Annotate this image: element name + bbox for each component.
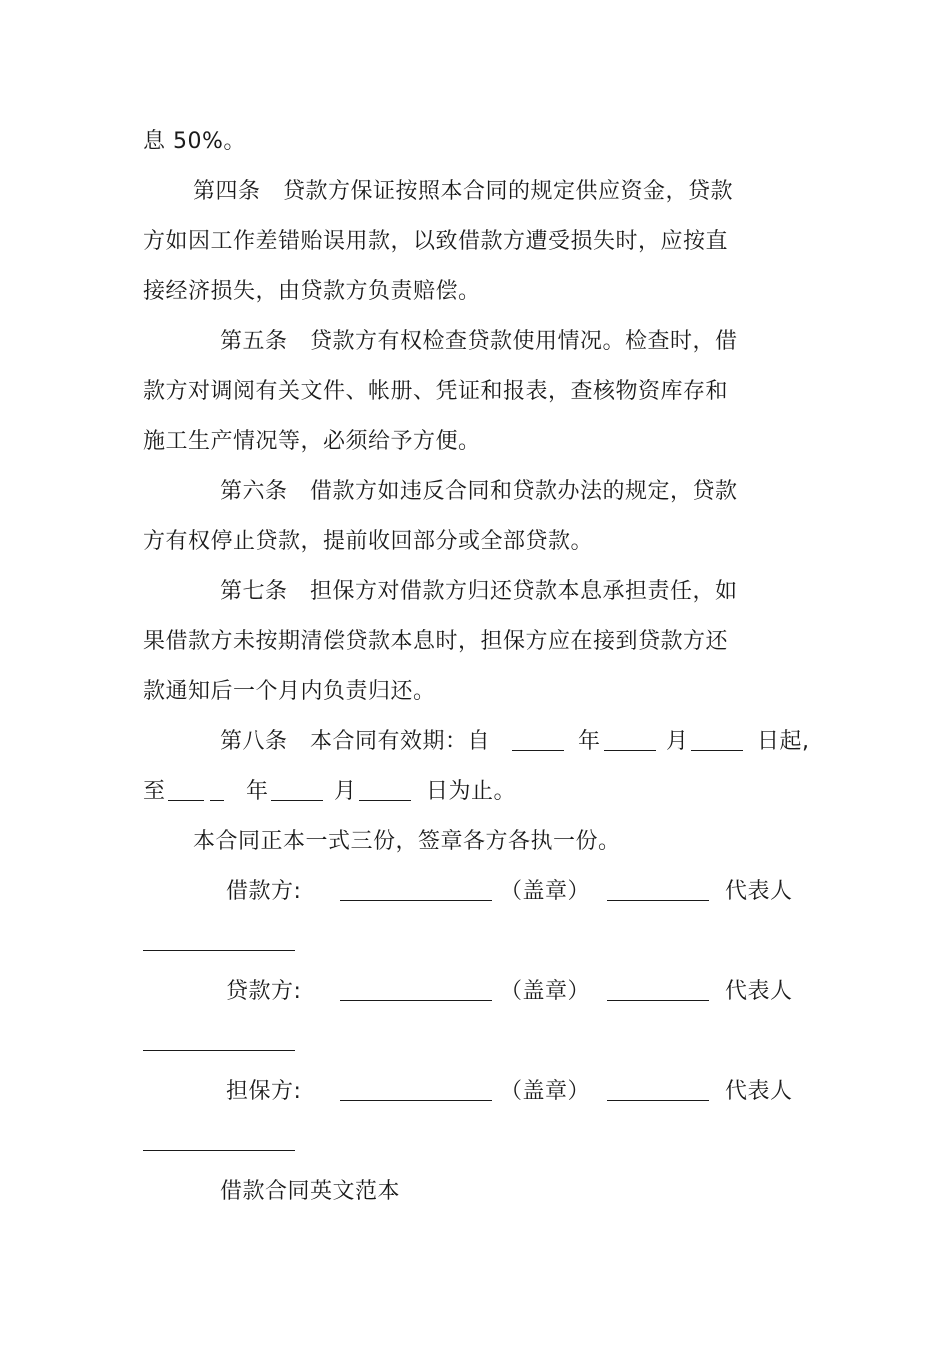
- blank-field: [271, 800, 323, 801]
- text-line: 息 50%。: [143, 129, 246, 154]
- blank-field: [691, 750, 743, 751]
- representative-blank: [143, 950, 295, 951]
- text-line: 施工生产情况等，必须给予方便。: [143, 429, 481, 454]
- blank-field: [512, 750, 564, 751]
- text-line: 第四条 贷款方保证按照本合同的规定供应资金，贷款: [193, 179, 734, 204]
- blank-field: [604, 750, 656, 751]
- text-line: 接经济损失，由贷款方负责赔偿。: [143, 279, 481, 304]
- representative-label: 代表人: [725, 879, 793, 904]
- signature-blank: [340, 1000, 492, 1001]
- blank-field: [210, 800, 224, 801]
- text-line: 第六条 借款方如违反合同和贷款办法的规定，贷款: [220, 479, 738, 504]
- blank-field: [359, 800, 411, 801]
- text-line: 果借款方未按期清偿贷款本息时，担保方应在接到贷款方还: [143, 629, 729, 654]
- day-to-label: 日为止。: [426, 779, 517, 804]
- signature-blank: [340, 900, 492, 901]
- month-label: 月: [334, 779, 357, 804]
- month-label: 月: [666, 729, 689, 754]
- day-from-label: 日起,: [757, 729, 810, 754]
- representative-blank: [143, 1150, 295, 1151]
- representative-label: 代表人: [725, 1079, 793, 1104]
- signature-party: 担保方:: [226, 1079, 302, 1104]
- article8-text: 本合同有效期：自: [310, 729, 491, 754]
- signature-party: 贷款方:: [226, 979, 302, 1004]
- year-label: 年: [246, 779, 269, 804]
- signature-blank: [607, 1100, 709, 1101]
- article8-label: 第八条: [220, 729, 288, 754]
- signature-blank: [607, 900, 709, 901]
- to-label: 至: [143, 779, 166, 804]
- text-line: 款通知后一个月内负责归还。: [143, 679, 436, 704]
- seal-label: （盖章）: [500, 879, 591, 904]
- seal-label: （盖章）: [500, 979, 591, 1004]
- signature-party: 借款方:: [226, 879, 302, 904]
- copies-text: 本合同正本一式三份，签章各方各执一份。: [193, 829, 621, 854]
- text-line: 方如因工作差错贻误用款，以致借款方遭受损失时，应按直: [143, 229, 729, 254]
- representative-blank: [143, 1050, 295, 1051]
- representative-label: 代表人: [725, 979, 793, 1004]
- blank-field: [168, 800, 204, 801]
- text-line: 方有权停止贷款，提前收回部分或全部贷款。: [143, 529, 594, 554]
- signature-blank: [607, 1000, 709, 1001]
- seal-label: （盖章）: [500, 1079, 591, 1104]
- text-line: 第七条 担保方对借款方归还贷款本息承担责任，如: [220, 579, 738, 604]
- signature-blank: [340, 1100, 492, 1101]
- section-heading: 借款合同英文范本: [220, 1179, 401, 1204]
- text-line: 第五条 贷款方有权检查贷款使用情况。检查时，借: [220, 329, 738, 354]
- year-label: 年: [578, 729, 601, 754]
- text-line: 款方对调阅有关文件、帐册、凭证和报表，查核物资库存和: [143, 379, 729, 404]
